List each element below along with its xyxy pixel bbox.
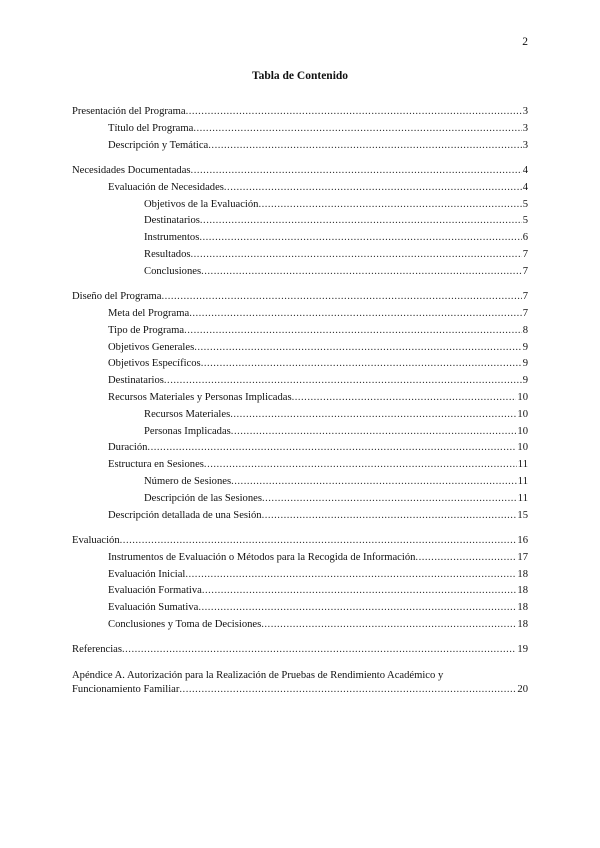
toc-entry-label: Descripción detallada de una Sesión bbox=[108, 509, 262, 521]
toc-entry[interactable] bbox=[72, 215, 528, 232]
toc-entry[interactable] bbox=[72, 308, 528, 325]
dot-leader bbox=[262, 510, 517, 521]
toc-entry-page: 11 bbox=[517, 459, 528, 471]
toc-entry[interactable] bbox=[72, 552, 528, 569]
toc-entry-page: 19 bbox=[517, 644, 528, 656]
dot-leader bbox=[191, 165, 522, 176]
toc-entry-page: 9 bbox=[522, 375, 528, 387]
dot-leader bbox=[193, 123, 521, 134]
dot-leader bbox=[292, 392, 517, 403]
dot-leader bbox=[164, 375, 522, 386]
toc-entry-label: Descripción y Temática bbox=[108, 139, 209, 151]
toc-entry-page: 18 bbox=[517, 602, 528, 614]
toc-entry[interactable] bbox=[72, 291, 528, 308]
dot-leader bbox=[201, 358, 522, 369]
dot-leader bbox=[261, 619, 516, 630]
toc-entry-page: 20 bbox=[517, 683, 528, 695]
toc-entry-label: Referencias bbox=[72, 644, 122, 656]
toc-entry[interactable] bbox=[72, 199, 528, 216]
toc-entry[interactable] bbox=[72, 459, 528, 476]
toc-entry-page: 3 bbox=[522, 106, 528, 117]
dot-leader bbox=[231, 426, 517, 437]
toc-entry-label: Evaluación Formativa bbox=[108, 585, 202, 597]
toc-entry-label: Evaluación de Necesidades bbox=[108, 181, 224, 193]
toc-entry-page: 10 bbox=[517, 425, 528, 437]
toc-entry-label: Apéndice A. Autorización para la Realización de Pruebas de Rendimiento Académico y bbox=[72, 669, 444, 681]
toc-entry-label: Meta del Programa bbox=[108, 307, 190, 319]
toc-entry-page: 7 bbox=[522, 265, 528, 277]
toc-entry-page: 3 bbox=[522, 122, 528, 134]
toc-entry[interactable] bbox=[72, 585, 528, 602]
toc-entry-label: Objetivos Generales bbox=[108, 341, 195, 353]
toc-entry-page: 9 bbox=[522, 341, 528, 353]
dot-leader bbox=[191, 249, 522, 260]
dot-leader bbox=[194, 342, 522, 353]
toc-entry-label: Conclusiones bbox=[144, 265, 202, 277]
toc-entry-label: Recursos Materiales bbox=[144, 408, 231, 420]
toc-entry[interactable] bbox=[72, 644, 528, 661]
toc-entry-label: Evaluación bbox=[72, 534, 120, 546]
toc-entry[interactable] bbox=[72, 510, 528, 527]
dot-leader bbox=[231, 476, 517, 487]
toc-entry-label: Instrumentos bbox=[144, 232, 200, 244]
toc-entry-page: 11 bbox=[517, 475, 528, 487]
toc-entry-label: Evaluación Inicial bbox=[108, 568, 186, 580]
toc-entry-label: Tipo de Programa bbox=[108, 324, 185, 336]
toc-entry-page: 18 bbox=[517, 585, 528, 597]
toc-entry-label: Duración bbox=[108, 442, 148, 454]
toc-entry-label: Instrumentos de Evaluación o Métodos para la Recogida de Información bbox=[108, 551, 416, 563]
toc-entry-page: 5 bbox=[522, 198, 528, 210]
toc-entry-label: Presentación del Programa bbox=[72, 106, 186, 117]
dot-leader bbox=[198, 602, 516, 613]
dot-leader bbox=[185, 569, 516, 580]
toc-entry-label: Objetivos Específicos bbox=[108, 358, 201, 370]
toc-entry-label: Estructura en Sesiones bbox=[108, 459, 204, 471]
toc-entry[interactable] bbox=[72, 619, 528, 636]
toc-title: Tabla de Contenido bbox=[251, 70, 349, 82]
toc-entry[interactable] bbox=[72, 493, 528, 510]
toc-entry-page: 7 bbox=[522, 291, 528, 303]
toc-entry-page: 16 bbox=[517, 534, 528, 546]
table-of-contents bbox=[72, 106, 528, 700]
dot-leader bbox=[186, 106, 522, 117]
toc-entry-page: 18 bbox=[517, 618, 528, 630]
toc-entry-appendix[interactable] bbox=[72, 670, 528, 700]
toc-entry-label: Destinatarios bbox=[108, 375, 164, 387]
toc-entry-page: 8 bbox=[522, 324, 528, 336]
dot-leader bbox=[201, 266, 522, 277]
toc-entry-page: 4 bbox=[522, 164, 528, 176]
toc-entry-label: Diseño del Programa bbox=[72, 291, 162, 303]
toc-entry-page: 17 bbox=[517, 551, 528, 563]
toc-entry-label: Recursos Materiales y Personas Implicadas bbox=[108, 391, 292, 403]
toc-entry[interactable] bbox=[72, 602, 528, 619]
toc-entry-label: Funcionamiento Familiar bbox=[72, 683, 180, 695]
toc-entry-label: Resultados bbox=[144, 248, 191, 260]
dot-leader bbox=[199, 232, 521, 243]
dot-leader bbox=[161, 291, 521, 302]
dot-leader bbox=[122, 644, 516, 655]
toc-entry-page: 10 bbox=[517, 408, 528, 420]
toc-entry[interactable] bbox=[72, 325, 528, 342]
toc-entry[interactable] bbox=[72, 375, 528, 392]
toc-entry-page: 15 bbox=[517, 509, 528, 521]
toc-entry-page: 4 bbox=[522, 181, 528, 193]
page-number: 2 bbox=[522, 36, 528, 48]
toc-entry-label: Conclusiones y Toma de Decisiones bbox=[108, 618, 262, 630]
dot-leader bbox=[208, 140, 521, 151]
toc-entry[interactable] bbox=[72, 182, 528, 199]
toc-entry-page: 6 bbox=[522, 232, 528, 244]
dot-leader bbox=[415, 552, 516, 563]
dot-leader bbox=[258, 199, 521, 210]
toc-entry[interactable] bbox=[72, 476, 528, 493]
dot-leader bbox=[262, 493, 517, 504]
toc-entry-label: Personas Implicadas bbox=[144, 425, 231, 437]
toc-entry-label: Evaluación Sumativa bbox=[108, 602, 199, 614]
dot-leader bbox=[204, 459, 517, 470]
dot-leader bbox=[202, 585, 517, 596]
toc-entry[interactable] bbox=[72, 249, 528, 266]
toc-entry-page: 10 bbox=[517, 442, 528, 454]
toc-entry-page: 7 bbox=[522, 248, 528, 260]
toc-entry-label: Objetivos de la Evaluación bbox=[144, 198, 259, 210]
toc-entry-label: Destinatarios bbox=[144, 215, 200, 227]
dot-leader bbox=[230, 409, 516, 420]
dot-leader bbox=[184, 325, 522, 336]
toc-entry-page: 9 bbox=[522, 358, 528, 370]
toc-entry-label: Número de Sesiones bbox=[144, 475, 232, 487]
toc-entry[interactable] bbox=[72, 140, 528, 157]
toc-entry[interactable] bbox=[72, 392, 528, 409]
dot-leader bbox=[179, 684, 516, 695]
toc-entry[interactable] bbox=[72, 442, 528, 459]
dot-leader bbox=[120, 535, 517, 546]
toc-entry-page: 3 bbox=[522, 139, 528, 151]
toc-entry[interactable] bbox=[72, 106, 528, 123]
toc-entry-page: 7 bbox=[522, 307, 528, 319]
toc-entry-label: Necesidades Documentadas bbox=[72, 164, 191, 176]
toc-entry[interactable] bbox=[72, 123, 528, 140]
toc-entry-page: 10 bbox=[517, 391, 528, 403]
toc-entry-label: Título del Programa bbox=[108, 122, 194, 134]
toc-entry[interactable] bbox=[72, 358, 528, 375]
toc-entry[interactable] bbox=[72, 342, 528, 359]
dot-leader bbox=[189, 308, 522, 319]
toc-entry-page: 5 bbox=[522, 215, 528, 227]
toc-entry-page: 11 bbox=[517, 492, 528, 504]
dot-leader bbox=[200, 215, 522, 226]
toc-entry[interactable] bbox=[72, 232, 528, 249]
toc-entry[interactable] bbox=[72, 266, 528, 283]
toc-entry[interactable] bbox=[72, 569, 528, 586]
toc-entry-page: 18 bbox=[517, 568, 528, 580]
dot-leader bbox=[224, 182, 522, 193]
toc-entry[interactable] bbox=[72, 409, 528, 426]
toc-entry[interactable] bbox=[72, 165, 528, 182]
toc-entry[interactable] bbox=[72, 535, 528, 552]
toc-entry[interactable] bbox=[72, 426, 528, 443]
toc-entry-label: Descripción de las Sesiones bbox=[144, 492, 262, 504]
dot-leader bbox=[147, 442, 516, 453]
